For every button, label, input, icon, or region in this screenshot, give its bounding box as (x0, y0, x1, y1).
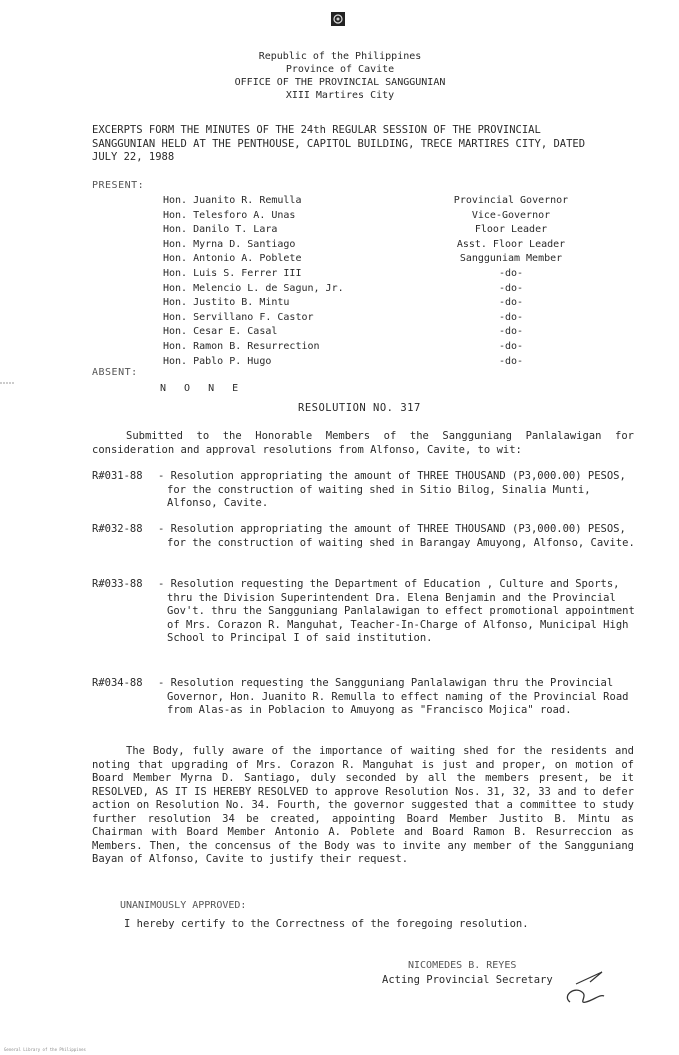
member-position: Vice-Governor (471, 209, 551, 221)
excerpt-heading: EXCERPTS FORM THE MINUTES OF THE 24th REGULAR SESSION OF THE PROVINCIAL SANGGUNIAN HELD AT THE PENTHOUSE, CAPITOL BUILDING, TRECE MARTIRES CITY, DATED JULY 22, 1988 (92, 124, 586, 163)
resolution-number: RESOLUTION NO. 317 (298, 402, 421, 414)
resolution-text: - Resolution requesting the Sangguniang Panlalawigan thru the Provincial Governor, Hon. Juanito R. Remulla to effect naming of the Provincial Road from Alas-as in Poblacion to Amuyong as "Francisco Mojica" road. (167, 677, 637, 718)
present-label: PRESENT: (92, 180, 145, 191)
resolution-text: - Resolution requesting the Department of Education , Culture and Sports, thru the Division Superintendent Dra. Elena Benjamin and the Provincial Gov't. thru the Sangguniang Panlalawigan to effect promotional appointment of Mrs. Corazon R. Manguhat, Teacher-In-Charge of Alfonso, Municipal High School to Principal I of said institution. (167, 578, 637, 646)
member-position: Floor Leader (474, 224, 548, 236)
member-position: Sangguniam Member (459, 253, 563, 265)
certification-statement: I hereby certify to the Correctness of the foregoing resolution. (124, 918, 529, 930)
member-name: Hon. Myrna D. Santiago (163, 238, 296, 250)
intro-paragraph: Submitted to the Honorable Members of the Sangguniang Panlalawigan for consideration and approval resolutions from Alfonso, Cavite, to wit: (92, 430, 634, 456)
resolution-code: R#033-88 (92, 578, 143, 590)
resolution-text: - Resolution appropriating the amount of THREE THOUSAND (P3,000.00) PESOS, for the construction of waiting shed in Barangay Amuyong, Alfonso, Cavite. (167, 523, 637, 550)
footer-note: General Library of the Philippines (4, 1047, 86, 1052)
signatory-name: NICOMEDES B. REYES (408, 960, 517, 971)
resolution-code: R#031-88 (92, 470, 143, 482)
member-position: -do- (498, 311, 524, 323)
member-name: Hon. Cesar E. Casal (163, 326, 278, 338)
member-name: Hon. Melencio L. de Sagun, Jr. (163, 282, 344, 294)
member-name: Hon. Telesforo A. Unas (163, 209, 296, 221)
header-city: XIII Martires City (285, 90, 395, 101)
margin-mark-icon (0, 382, 14, 384)
unanimously-approved-label: UNANIMOUSLY APPROVED: (120, 900, 247, 911)
signatory-title: Acting Provincial Secretary (382, 974, 553, 986)
member-name: Hon. Justito B. Mintu (163, 297, 290, 309)
header-office: OFFICE OF THE PROVINCIAL SANGGUNIAN (234, 77, 446, 88)
absent-value: N O N E (160, 383, 245, 394)
resolution-code: R#032-88 (92, 523, 143, 535)
member-name: Hon. Ramon B. Resurrection (163, 341, 320, 352)
member-position: -do- (498, 326, 524, 338)
member-position: -do- (498, 282, 524, 294)
member-position: -do- (498, 355, 524, 367)
header-province: Province of Cavite (285, 64, 395, 75)
member-position: Asst. Floor Leader (456, 238, 566, 250)
signature-mark-icon (560, 966, 610, 1010)
member-name: Hon. Servillano F. Castor (163, 311, 314, 323)
member-name: Hon. Danilo T. Lara (163, 224, 278, 236)
member-name: Hon. Luis S. Ferrer III (163, 268, 302, 279)
resolution-code: R#034-88 (92, 677, 143, 689)
header-republic: Republic of the Philippines (258, 51, 422, 62)
member-name: Hon. Pablo P. Hugo (163, 355, 272, 367)
member-position: Provincial Governor (453, 195, 569, 206)
member-position: -do- (498, 297, 524, 309)
member-position: -do- (498, 268, 524, 279)
absent-label: ABSENT: (92, 367, 138, 378)
body-paragraph: The Body, fully aware of the importance of waiting shed for the residents and noting that upgrading of Mrs. Corazon R. Manguhat is just and proper, on motion of Board Member Myrna D. Santiago, duly seconded by all the members present, be it RESOLVED, AS IT IS HEREBY RESOLVED to approve Resolution Nos. 31, 32, 33 and to defer action on Resolution No. 34. Fourth, the governor suggested that a committee to study further resolution 34 be created, appointing Board Member Justito B. Mintu as Chairman with Board Member Antonio A. Poblete and Board Ramon B. Resurreccion as Members. Then, the concensus of the Body was to invite any member of the Sangguniang Bayan of Alfonso, Cavite to justify their request. (92, 745, 634, 865)
member-position: -do- (498, 341, 524, 352)
member-name: Hon. Antonio A. Poblete (163, 253, 302, 265)
resolution-text: - Resolution appropriating the amount of THREE THOUSAND (P3,000.00) PESOS, for the construction of waiting shed in Sitio Bilog, Sinalia Munti, Alfonso, Cavite. (167, 470, 637, 511)
member-name: Hon. Juanito R. Remulla (163, 195, 302, 206)
seal-icon (331, 12, 345, 26)
